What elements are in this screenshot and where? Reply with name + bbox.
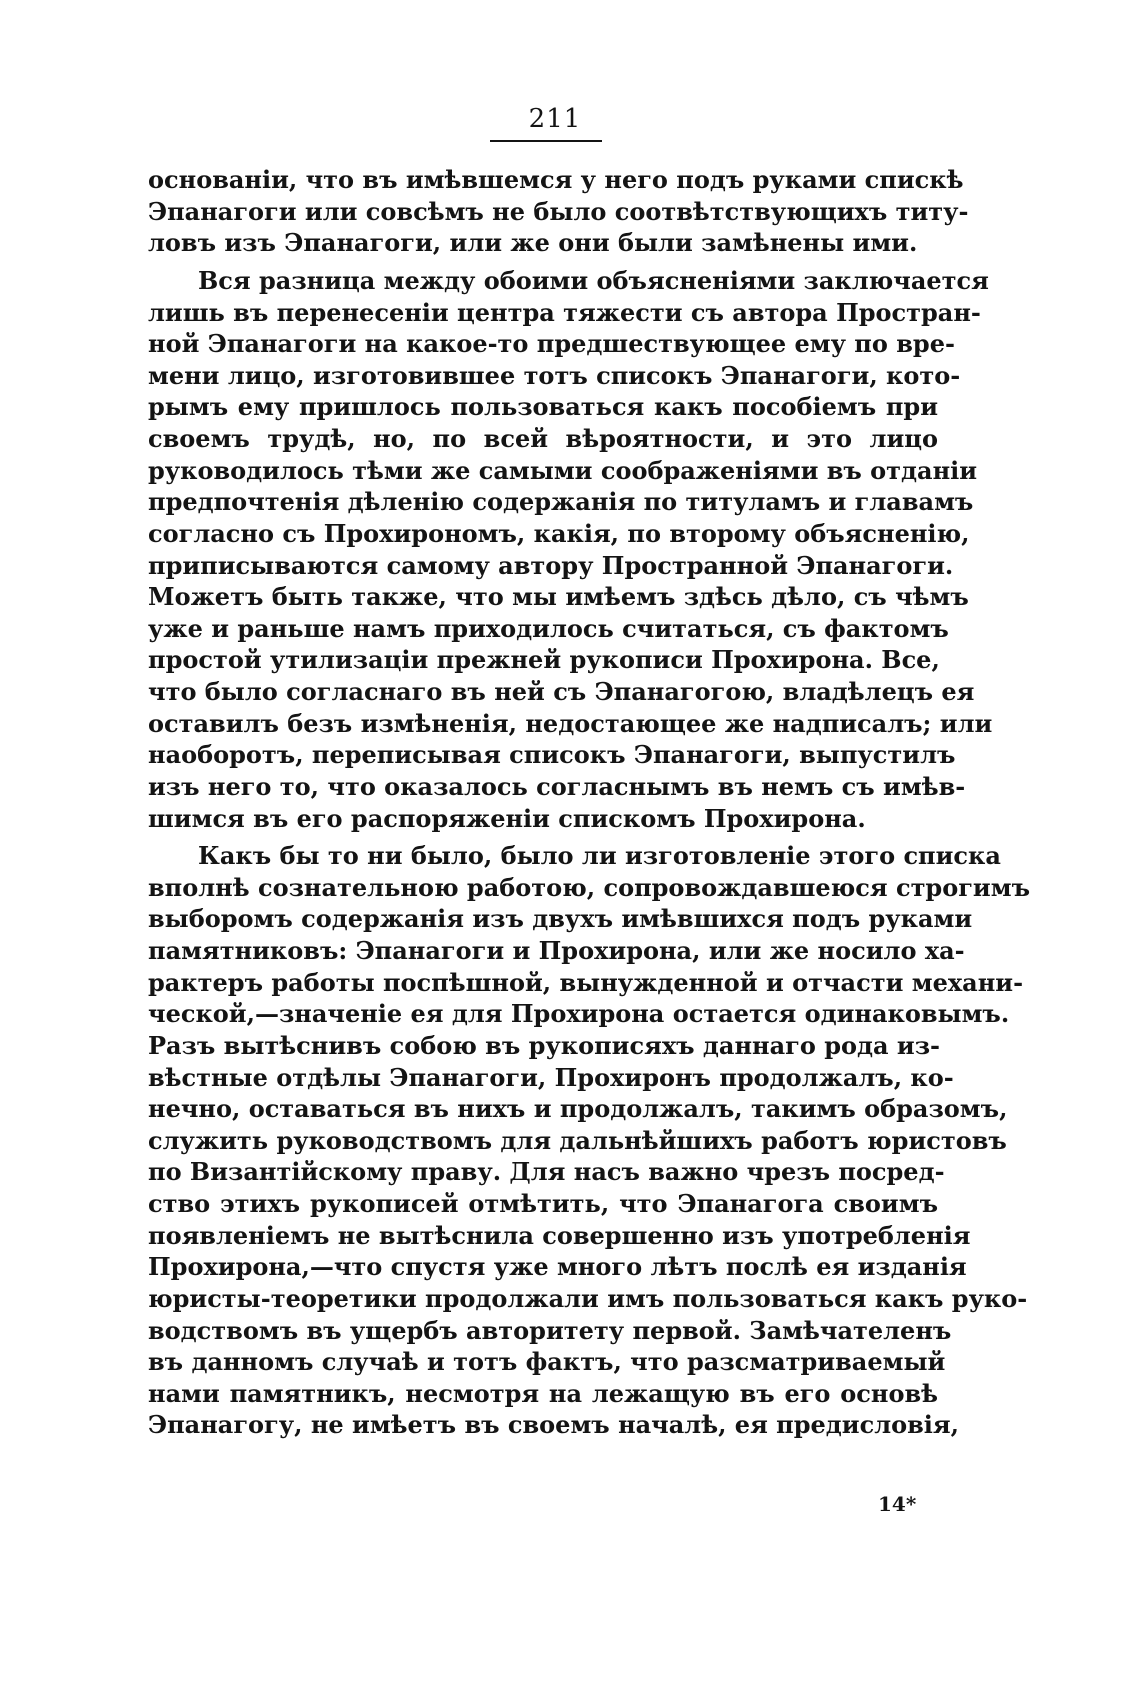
text-line: ловъ изъ Эпанагоги, или же они были замѣнены ими. — [148, 228, 918, 258]
text-line: ческой,—значенiе ея для Прохирона остается одинаковымъ. — [148, 999, 1010, 1029]
text-line: Прохирона,—что спустя уже много лѣтъ послѣ ея изданiя — [148, 1252, 967, 1282]
text-line: Какъ бы то ни было, было ли изготовленiе этого списка — [198, 841, 1001, 871]
text-line: наоборотъ, переписывая списокъ Эпанагоги, выпустилъ — [148, 740, 956, 770]
text-line: Вся разница между обоими объясненiями заключается — [198, 265, 989, 295]
page-number-rule — [490, 140, 602, 142]
text-line: лишь въ перенесенiи центра тяжести съ автора Простран- — [148, 297, 981, 327]
text-line: Можетъ быть также, что мы имѣемъ здѣсь дѣло, съ чѣмъ — [148, 582, 969, 612]
text-line: памятниковъ: Эпанагоги и Прохирона, или же носило ха- — [148, 936, 965, 965]
text-line: выборомъ содержанiя изъ двухъ имѣвшихся подъ руками — [148, 904, 973, 934]
text-line: основанiи, что въ имѣвшемся у него подъ руками спискѣ — [148, 165, 964, 194]
text-line: служить руководствомъ для дальнѣйшихъ работъ юристовъ — [148, 1125, 1007, 1155]
text-line: мени лицо, изготовившее тотъ списокъ Эпанагоги, кото- — [148, 360, 961, 390]
text-line: Эпанагогу, не имѣетъ въ своемъ началѣ, ея предисловiя, — [148, 1410, 959, 1440]
text-line: по Византiйскому праву. Для насъ важно чрезъ посред- — [148, 1157, 945, 1187]
text-line: согласно съ Прохирономъ, какiя, по второму объясненiю, — [148, 518, 970, 548]
text-line: руководилось тѣми же самыми соображенiями въ отданiи — [148, 455, 978, 485]
text-line: юристы-теоретики продолжали имъ пользоваться какъ руко- — [148, 1283, 1028, 1313]
text-line: своемъ трудѣ, но, по всей вѣроятности, и это лицо — [148, 424, 938, 453]
text-line: предпочтенiя дѣленiю содержанiя по титуламъ и главамъ — [148, 487, 974, 517]
text-line: ство этихъ рукописей отмѣтить, что Эпанагога своимъ — [148, 1189, 938, 1218]
body-text — [148, 164, 1030, 1441]
text-line: ной Эпанагоги на какое-то предшествующее ему по вре- — [148, 329, 955, 359]
page-number: 211 — [528, 104, 582, 134]
text-line: рактеръ работы поспѣшной, вынужденной и отчасти механи- — [148, 967, 1024, 997]
text-line: оставилъ безъ измѣненiя, недостающее же надписалъ; или — [148, 708, 993, 738]
text-line: водствомъ въ ущербъ авторитету первой. Замѣчателенъ — [148, 1315, 952, 1345]
text-line: вѣстные отдѣлы Эпанагоги, Прохиронъ продолжалъ, ко- — [148, 1062, 954, 1092]
text-line: въ данномъ случаѣ и тотъ фактъ, что разсматриваемый — [148, 1347, 946, 1377]
signature-mark: 14* — [878, 1492, 917, 1516]
text-line: рымъ ему пришлось пользоваться какъ пособiемъ при — [148, 392, 938, 422]
text-line: что было согласнаго въ ней съ Эпанагогою, владѣлецъ ея — [148, 677, 975, 706]
text-line: появленiемъ не вытѣснила совершенно изъ употребленiя — [148, 1220, 971, 1250]
text-line: Эпанагоги или совсѣмъ не было соотвѣтствующихъ титу- — [148, 196, 969, 226]
text-line: Разъ вытѣснивъ собою въ рукописяхъ даннаго рода из- — [148, 1030, 940, 1060]
text-line: шимся въ его распоряженiи спискомъ Прохирона. — [148, 803, 866, 833]
text-line: простой утилизацiи прежней рукописи Прохирона. Все, — [148, 645, 940, 675]
text-line: нами памятникъ, несмотря на лежащую въ его основѣ — [148, 1378, 938, 1408]
text-line: нечно, оставаться въ нихъ и продолжалъ, такимъ образомъ, — [148, 1094, 1008, 1124]
text-line: приписываются самому автору Пространной Эпанагоги. — [148, 550, 954, 580]
text-line: изъ него то, что оказалось согласнымъ въ немъ съ имѣв- — [148, 771, 966, 801]
text-line: вполнѣ сознательною работою, сопровождавшеюся строгимъ — [148, 872, 1030, 902]
text-line: уже и раньше намъ приходилось считаться, съ фактомъ — [148, 613, 949, 643]
